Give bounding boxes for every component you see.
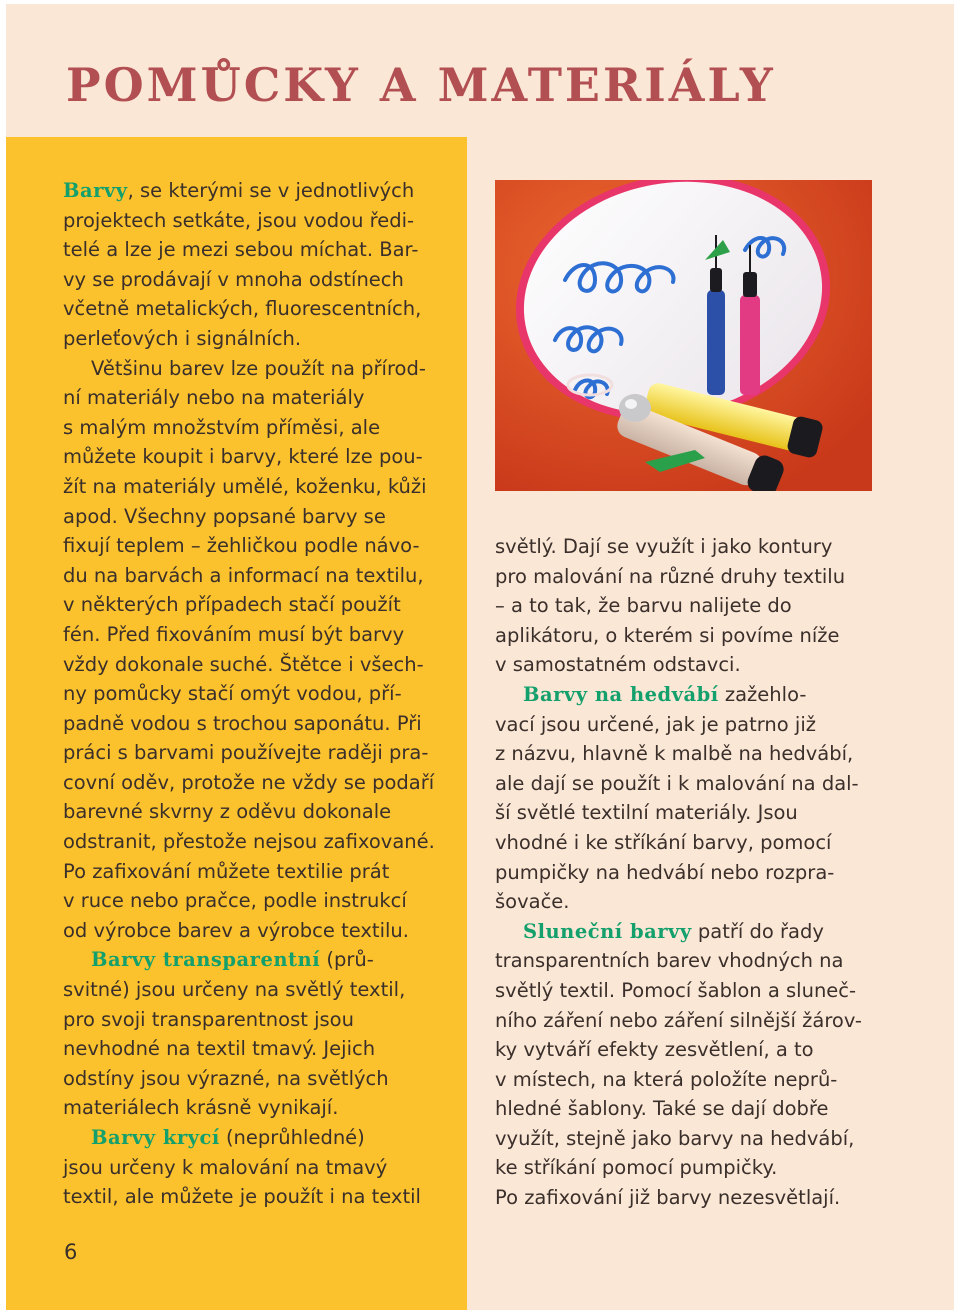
paragraph-barvy-transparentni	[63, 945, 447, 1123]
text-line: vací jsou určené, jak je patrno již	[495, 712, 816, 736]
text-line: v samostatném odstavci.	[495, 653, 741, 677]
text-line: ní materiály nebo na materiály	[63, 386, 365, 410]
text-line: práci s barvami používejte raději pra-	[63, 741, 429, 765]
heading-barvy-na-hedvabi: Barvy na hedvábí	[523, 682, 719, 706]
text-line: využít, stejně jako barvy na hedvábí,	[495, 1126, 855, 1150]
text-line: šovače.	[495, 890, 570, 914]
text-line: hledné šablony. Také se dají dobře	[495, 1097, 829, 1121]
text-line: světlý. Dají se využít i jako kontury	[495, 535, 833, 558]
right-column	[495, 532, 875, 1213]
text-line: v ruce nebo pračce, podle instrukcí	[63, 889, 407, 913]
page	[6, 4, 954, 1310]
text-line: padně vodou s trochou saponátu. Při	[63, 711, 422, 735]
text-line: vždy dokonale suché. Štětce i všech-	[63, 652, 424, 676]
text-fragment: , se kterými se v jednotlivých	[127, 179, 415, 202]
text-line: ke stříkání pomocí pumpičky.	[495, 1156, 778, 1180]
page-title: POMŮCKY A MATERIÁLY	[66, 58, 776, 112]
text-line: Po zafixování můžete textilie prát	[63, 859, 390, 883]
text-line	[495, 917, 875, 947]
text-line: telé a lze je mezi sebou míchat. Bar-	[63, 238, 419, 262]
text-fragment: (neprůhledné)	[219, 1126, 365, 1149]
text-fragment: zažehlo-	[718, 682, 807, 706]
paragraph-continued	[495, 532, 875, 680]
text-line: ale dají se použít i k malování na dal-	[495, 771, 859, 795]
text-line: Po zafixování již barvy nezesvětlají.	[495, 1186, 841, 1210]
text-line: fixují teplem – žehličkou podle návo-	[63, 534, 420, 558]
paragraph-po-zafixovani	[495, 1183, 875, 1213]
page-number: 6	[64, 1240, 78, 1264]
text-line: nevhodné na textil tmavý. Jejich	[63, 1037, 376, 1061]
text-line: fén. Před fixováním musí být barvy	[63, 622, 405, 646]
text-line: apod. Všechny popsané barvy se	[63, 504, 386, 528]
text-line: s malým množstvím příměsi, ale	[63, 415, 381, 439]
text-line: žít na materiály umělé, koženku, kůži	[63, 474, 427, 498]
text-line: vhodné i ke stříkání barvy, pomocí	[495, 830, 832, 854]
text-line: perleťových i signálních.	[63, 326, 302, 350]
text-line: projektech setkáte, jsou vodou ředi-	[63, 208, 415, 232]
text-line: můžete koupit i barvy, které lze pou-	[63, 445, 423, 469]
text-line: jsou určeny k malování na tmavý	[63, 1155, 388, 1179]
text-line: od výrobce barev a výrobce textilu.	[63, 918, 409, 942]
paragraph-barvy-na-hedvabi	[495, 680, 875, 917]
text-line: v místech, na která položíte neprů-	[495, 1067, 838, 1091]
text-line: transparentních barev vhodných na	[495, 949, 844, 973]
text-line: covní oděv, protože ne vždy se podaří	[63, 770, 435, 794]
text-fragment: patří do řady	[691, 919, 824, 943]
text-line: pumpičky na hedvábí nebo rozpra-	[495, 860, 835, 884]
text-line: – a to tak, že barvu nalijete do	[495, 594, 792, 618]
text-line	[63, 1123, 447, 1153]
text-fragment: (prů-	[320, 948, 374, 972]
embroidery-hoop-photo	[495, 180, 872, 491]
text-line: svitné) jsou určeny na světlý textil,	[63, 978, 406, 1002]
paragraph-barvy	[63, 176, 447, 354]
text-line: odstranit, přestože nejsou zafixované.	[63, 830, 435, 854]
photo-illustration	[495, 180, 872, 491]
text-line: materiálech krásně vynikají.	[63, 1096, 339, 1120]
heading-slunecni-barvy: Sluneční barvy	[523, 919, 692, 943]
text-line: aplikátoru, o kterém si povíme níže	[495, 623, 840, 647]
heading-barvy: Barvy	[63, 179, 128, 202]
text-line	[495, 680, 875, 710]
text-line: pro malování na různé druhy textilu	[495, 564, 846, 588]
left-column	[63, 176, 447, 1212]
text-line: vy se prodávají v mnoha odstínech	[63, 267, 404, 291]
text-line: textil, ale můžete je použít i na textil	[63, 1185, 421, 1209]
heading-barvy-kryci: Barvy krycí	[91, 1126, 220, 1149]
text-line: ší světlé textilní materiály. Jsou	[495, 801, 798, 825]
heading-barvy-transparentni: Barvy transparentní	[91, 948, 321, 972]
text-line: v některých případech stačí použít	[63, 593, 401, 617]
text-line: z názvu, hlavně k malbě na hedvábí,	[495, 742, 854, 766]
text-line: du na barvách a informací na textilu,	[63, 563, 424, 587]
text-line	[63, 945, 447, 975]
paragraph-vetsinu-barev	[63, 354, 447, 946]
paragraph-slunecni-barvy	[495, 917, 875, 1183]
text-line	[63, 176, 447, 206]
text-line: barevné skvrny z oděvu dokonale	[63, 800, 392, 824]
paragraph-barvy-kryci	[63, 1123, 447, 1212]
text-line: světlý textil. Pomocí šablon a sluneč-	[495, 978, 857, 1002]
text-line: pro svoji transparentnost jsou	[63, 1007, 354, 1031]
text-line: ky vytváří efekty zesvětlení, a to	[495, 1038, 814, 1062]
text-line: ny pomůcky stačí omýt vodou, pří-	[63, 682, 402, 706]
text-line: včetně metalických, fluorescentních,	[63, 297, 422, 321]
text-line: Většinu barev lze použít na přírod-	[91, 356, 426, 380]
text-line: ního záření nebo záření silnější žárov-	[495, 1008, 862, 1032]
text-line: odstíny jsou výrazné, na světlých	[63, 1066, 389, 1090]
